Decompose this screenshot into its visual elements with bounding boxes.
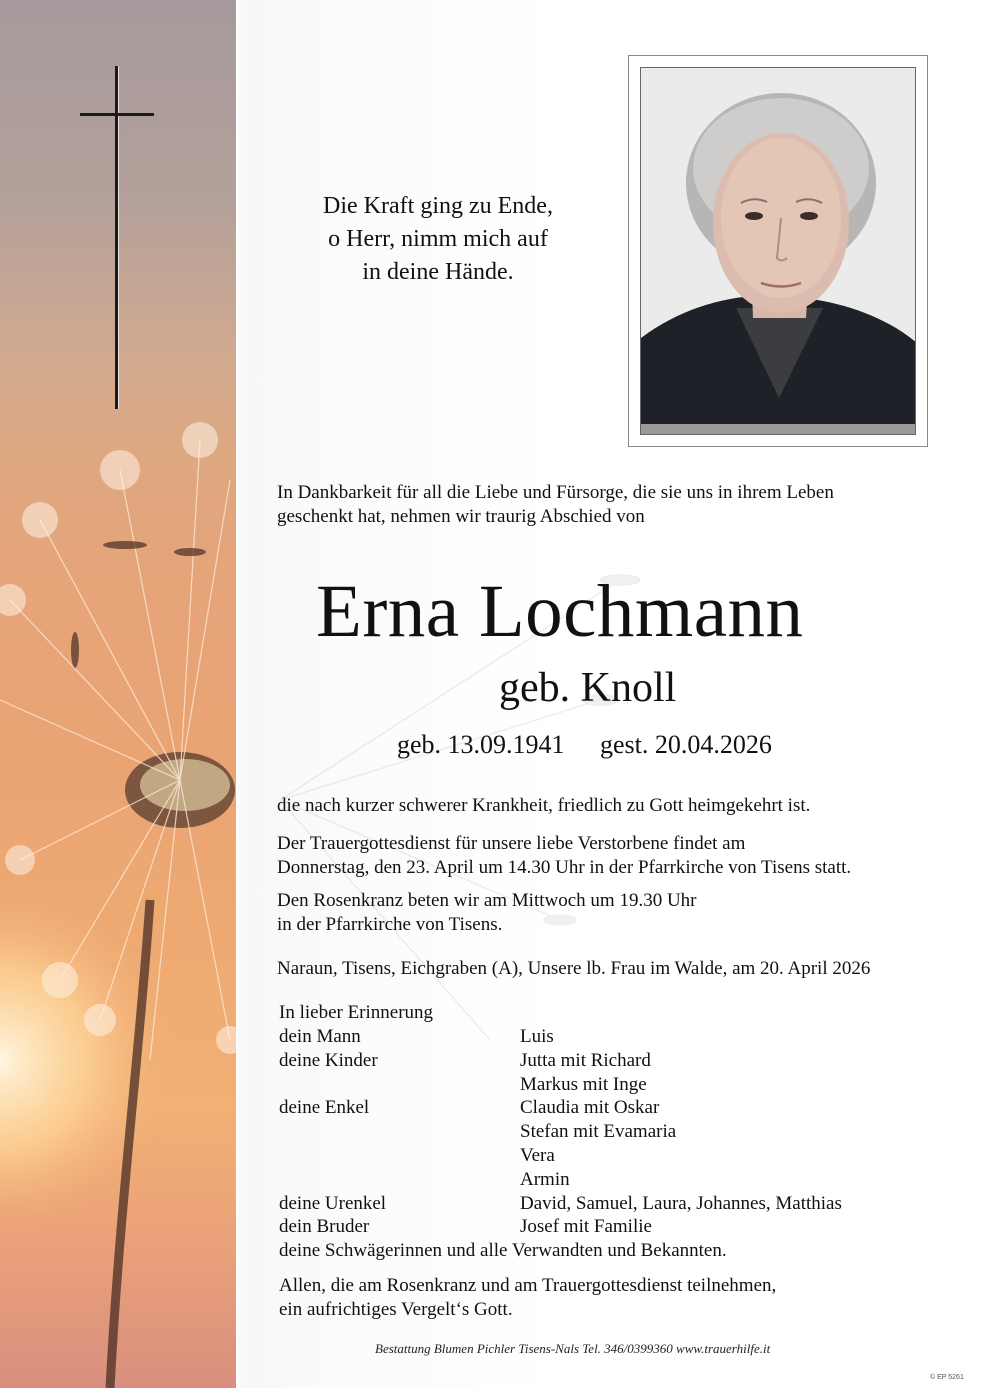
cross-bar xyxy=(80,113,154,116)
thanks-text: Allen, die am Rosenkranz und am Trauergottesdienst teilnehmen, xyxy=(279,1275,777,1296)
mourner-relation: deine Urenkel xyxy=(279,1193,387,1214)
mourner-names: Markus mit Inge xyxy=(520,1074,647,1095)
verse-line: o Herr, nimm mich auf xyxy=(328,226,548,252)
passing-text: die nach kurzer schwerer Krankheit, friedlich zu Gott heimgekehrt ist. xyxy=(277,795,811,816)
portrait-frame xyxy=(628,55,928,447)
verse xyxy=(280,190,596,289)
thanks-text: ein aufrichtiges Vergelt‘s Gott. xyxy=(279,1299,513,1320)
rosary-text: in der Pfarrkirche von Tisens. xyxy=(277,914,503,935)
maiden-name: geb. Knoll xyxy=(499,665,677,711)
portrait-shadow xyxy=(641,424,915,434)
funeral-home-footer: Bestattung Blumen Pichler Tisens-Nals Tel. 346/0399360 www.trauerhilfe.it xyxy=(375,1341,771,1356)
portrait-illustration xyxy=(641,68,916,435)
birth-date: geb. 13.09.1941 xyxy=(397,730,565,759)
mourner-names: Luis xyxy=(520,1026,554,1047)
portrait-photo xyxy=(640,67,916,435)
service-text: Der Trauergottesdienst für unsere liebe Verstorbene findet am xyxy=(277,833,746,854)
mourner-names: Stefan mit Evamaria xyxy=(520,1121,677,1142)
dandelion-sunset-image xyxy=(0,0,236,1388)
mourner-relation: deine Kinder xyxy=(279,1050,378,1071)
mourner-names: Vera xyxy=(520,1145,555,1166)
service-text: Donnerstag, den 23. April um 14.30 Uhr in der Pfarrkirche von Tisens statt. xyxy=(277,857,852,878)
mourners-heading: In lieber Erinnerung xyxy=(279,1002,434,1023)
rosary-text: Den Rosenkranz beten wir am Mittwoch um 19.30 Uhr xyxy=(277,890,697,911)
intro-line: geschenkt hat, nehmen wir traurig Abschied von xyxy=(277,506,645,527)
cross-highlight xyxy=(118,66,119,409)
mourner-names: Jutta mit Richard xyxy=(520,1050,651,1071)
mourner-relation: deine Enkel xyxy=(279,1097,370,1118)
death-date: gest. 20.04.2026 xyxy=(600,730,772,759)
mourner-relation: dein Mann xyxy=(279,1026,361,1047)
mourner-names: David, Samuel, Laura, Johannes, Matthias xyxy=(520,1193,842,1214)
intro-line: In Dankbarkeit für all die Liebe und Fürsorge, die sie uns in ihrem Leben xyxy=(277,482,834,503)
mourner-names: Claudia mit Oskar xyxy=(520,1097,660,1118)
deceased-name: Erna Lochmann xyxy=(316,570,804,653)
verse-line: Die Kraft ging zu Ende, xyxy=(323,193,553,219)
mourner-names: Armin xyxy=(520,1169,570,1190)
relatives-text: deine Schwägerinnen und alle Verwandten und Bekannten. xyxy=(279,1240,727,1261)
verse-line: in deine Hände. xyxy=(362,259,514,285)
template-code: © EP 5261 xyxy=(930,1374,964,1381)
mourner-relation: dein Bruder xyxy=(279,1216,370,1237)
mourner-names: Josef mit Familie xyxy=(520,1216,652,1237)
place-date: Naraun, Tisens, Eichgraben (A), Unsere lb. Frau im Walde, am 20. April 2026 xyxy=(277,958,871,979)
